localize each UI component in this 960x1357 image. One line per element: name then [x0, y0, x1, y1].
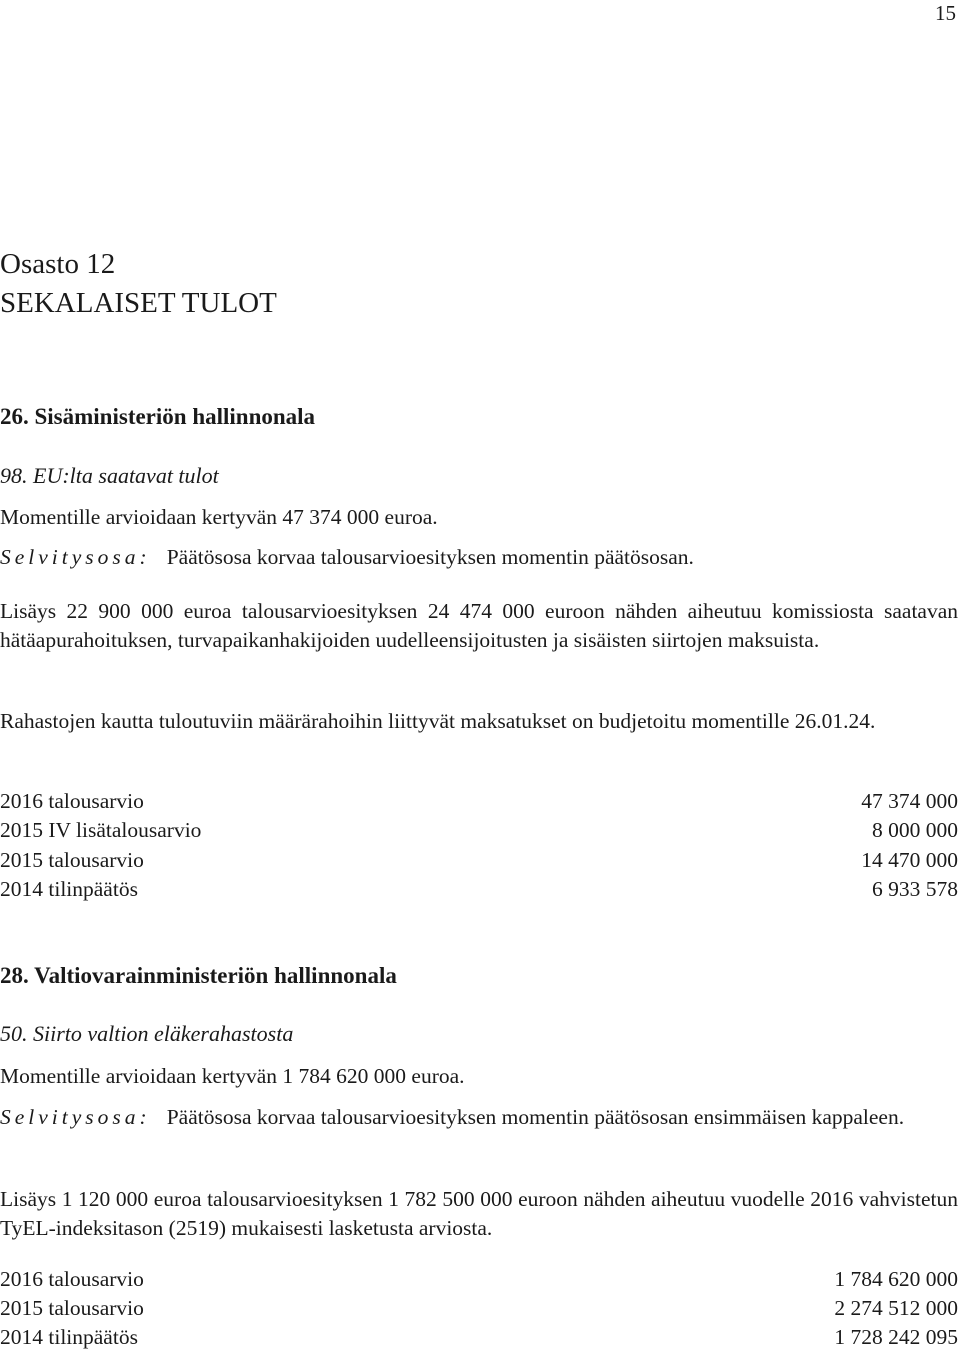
- figure-value: 47 374 000: [861, 789, 958, 813]
- paragraph-increase: Lisäys 22 900 000 euroa talousarvioesityksen 24 474 000 euroon nähden aiheutuu komissiosta saatavan hätäapurahoituksen, turvapaikanhakijoiden uudelleensijoitusten ja sisäisten siirtojen maksuista.: [0, 599, 958, 652]
- estimate-line: Momentille arvioidaan kertyvän 1 784 620 000 euroa.: [0, 1064, 465, 1088]
- figure-value: 14 470 000: [861, 848, 958, 872]
- figure-value: 1 784 620 000: [834, 1267, 958, 1291]
- figure-row: [0, 1267, 958, 1296]
- figure-label: 2015 talousarvio: [0, 848, 144, 872]
- figure-label: 2014 tilinpäätös: [0, 877, 138, 901]
- explanation-line: [0, 543, 958, 572]
- figure-row: [0, 1325, 958, 1354]
- figure-label: 2014 tilinpäätös: [0, 1325, 138, 1349]
- figure-value: 6 933 578: [872, 877, 958, 901]
- explanation-label: Selvitysosa:: [0, 545, 151, 569]
- figure-row: [0, 877, 958, 906]
- figure-value: 1 728 242 095: [834, 1325, 958, 1349]
- figure-label: 2015 IV lisätalousarvio: [0, 818, 202, 842]
- paragraph-increase: Lisäys 1 120 000 euroa talousarvioesityksen 1 782 500 000 euroon nähden aiheutuu vuodelle 2016 vahvistetun TyEL-indeksitason (2519) mukaisesti lasketusta arviosta.: [0, 1187, 958, 1240]
- subsection-heading-26: 26. Sisäministeriön hallinnonala: [0, 404, 316, 429]
- estimate-line: Momentille arvioidaan kertyvän 47 374 000 euroa.: [0, 505, 438, 529]
- explanation-text: Päätösosa korvaa talousarvioesityksen momentin päätösosan.: [166, 545, 694, 569]
- figure-value: 8 000 000: [872, 818, 958, 842]
- explanation-label: Selvitysosa:: [0, 1105, 151, 1129]
- figure-row: [0, 818, 958, 847]
- figure-label: 2016 talousarvio: [0, 789, 144, 813]
- figure-row: [0, 848, 958, 877]
- figure-label: 2016 talousarvio: [0, 1267, 144, 1291]
- figure-row: [0, 789, 958, 818]
- item-title-50: 50. Siirto valtion eläkerahastosta: [0, 1021, 294, 1046]
- paragraph-funds: Rahastojen kautta tuloutuviin määrärahoihin liittyvät maksatukset on budjetoitu momentille 26.01.24.: [0, 709, 876, 733]
- section-title: SEKALAISET TULOT: [0, 287, 277, 319]
- section-title-number: Osasto 12: [0, 248, 116, 280]
- explanation-line: [0, 1103, 958, 1132]
- figure-row: [0, 1296, 958, 1325]
- figure-value: 2 274 512 000: [834, 1296, 958, 1320]
- page-number: 15: [935, 1, 956, 25]
- item-title-98: 98. EU:lta saatavat tulot: [0, 463, 219, 488]
- explanation-text: Päätösosa korvaa talousarvioesityksen momentin päätösosan ensimmäisen kappaleen.: [166, 1105, 905, 1129]
- subsection-heading-28: 28. Valtiovarainministeriön hallinnonala: [0, 963, 397, 988]
- figure-label: 2015 talousarvio: [0, 1296, 144, 1320]
